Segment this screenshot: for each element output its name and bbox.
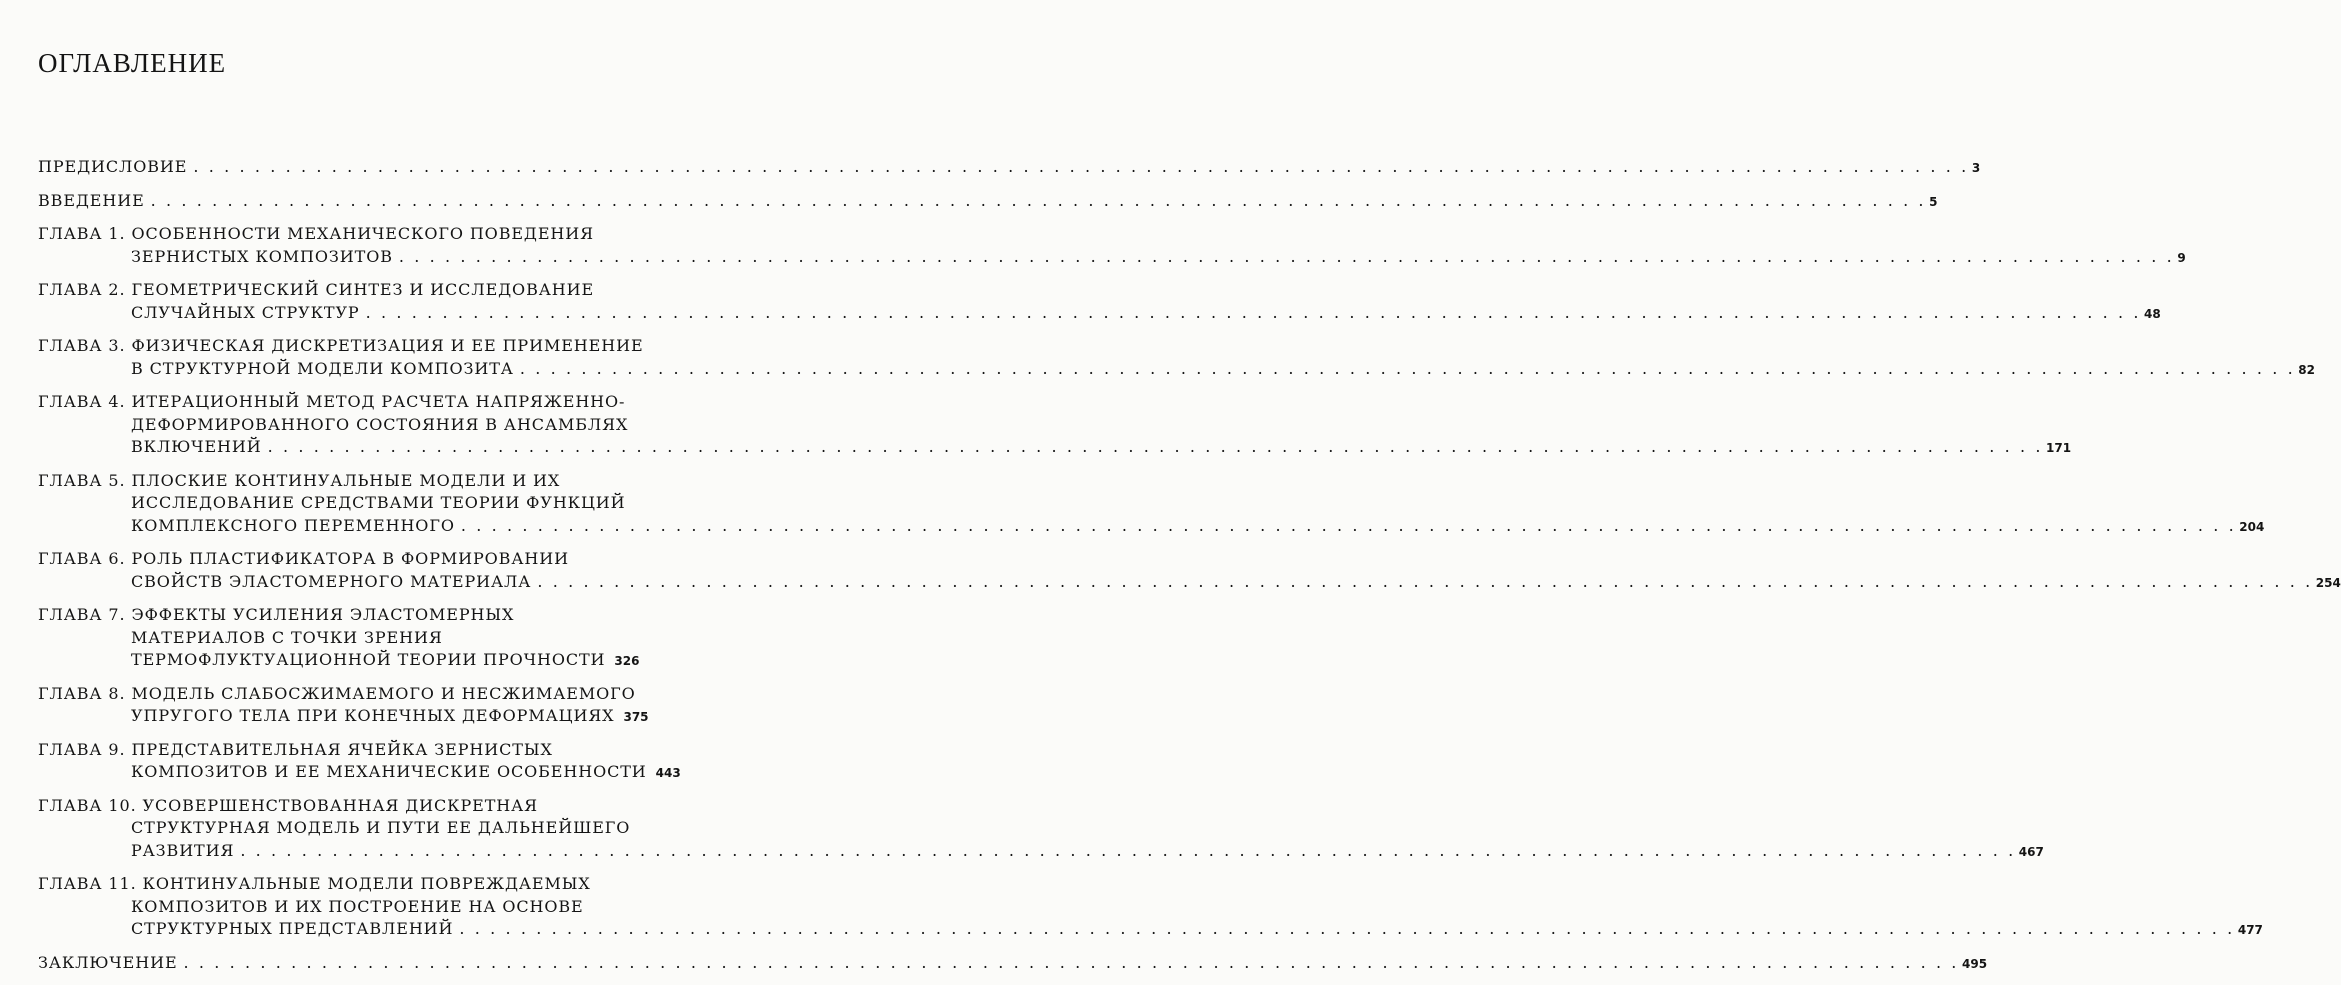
toc-entry-text: ГЛАВА 5. ПЛОСКИЕ КОНТИНУАЛЬНЫЕ МОДЕЛИ И ИХ	[38, 470, 561, 490]
toc-entry-line	[38, 414, 628, 437]
toc-entry-text: ПРЕДИСЛОВИЕ	[38, 157, 188, 176]
toc-page-number: 204	[2239, 519, 2265, 534]
toc-page-number: 467	[2018, 844, 2044, 859]
toc-entry-line	[38, 627, 628, 650]
toc-page-number: 477	[2237, 923, 2263, 937]
toc-entry-text: СТРУКТУРНЫХ ПРЕДСТАВЛЕНИЙ	[131, 919, 454, 938]
toc-page-number: 9	[2177, 250, 2186, 265]
dot-leader	[151, 190, 1926, 213]
toc-entry-line	[38, 279, 628, 302]
toc-entry-text: СВОЙСТВ ЭЛАСТОМЕРНОГО МАТЕРИАЛА	[131, 571, 532, 591]
dot-leader	[461, 515, 2236, 538]
toc-entry-line	[38, 952, 1988, 976]
toc-entry-line	[38, 156, 1981, 180]
toc-entry	[38, 156, 1981, 180]
toc-entry-line	[38, 358, 2315, 382]
toc-entry	[38, 952, 1988, 976]
toc-entry	[38, 739, 681, 785]
toc-page-number: 171	[2046, 441, 2072, 455]
toc-entry-line	[38, 739, 628, 762]
toc-entry-line	[38, 391, 628, 414]
toc-entry-line	[38, 840, 2044, 864]
toc-entry-text: ГЛАВА 11. КОНТИНУАЛЬНЫЕ МОДЕЛИ ПОВРЕЖДАЕМЫХ	[38, 874, 591, 893]
toc-entry-line	[38, 436, 2072, 460]
toc-entry-text: СЛУЧАЙНЫХ СТРУКТУР	[131, 302, 360, 322]
toc-entry-line	[38, 548, 628, 571]
toc-entry-text: В СТРУКТУРНОЙ МОДЕЛИ КОМПОЗИТА	[131, 358, 514, 378]
toc-page-number: 3	[1971, 161, 1981, 175]
dot-leader	[459, 918, 2234, 941]
toc-entry-text: ВВЕДЕНИЕ	[38, 190, 145, 210]
dot-leader	[268, 436, 2043, 459]
toc-entry-line	[38, 918, 2263, 942]
dot-leader	[399, 246, 2174, 269]
toc-entry-text: ГЛАВА 10. УСОВЕРШЕНСТВОВАННАЯ ДИСКРЕТНАЯ	[38, 795, 538, 815]
toc-entry-text: ГЛАВА 7. ЭФФЕКТЫ УСИЛЕНИЯ ЭЛАСТОМЕРНЫХ	[38, 605, 515, 624]
toc-page-number: 375	[623, 710, 649, 724]
toc-entry-line	[38, 246, 2186, 270]
toc-entry-line	[38, 571, 2341, 595]
dot-leader	[184, 952, 1959, 975]
toc-entry-line	[38, 515, 2265, 539]
dot-leader	[520, 358, 2295, 381]
toc-entry-text: ЗЕРНИСТЫХ КОМПОЗИТОВ	[131, 246, 393, 266]
toc-page-number: 326	[614, 654, 640, 668]
toc-entry-text: МАТЕРИАЛОВ С ТОЧКИ ЗРЕНИЯ	[131, 627, 443, 647]
toc-entry-text: КОМПОЗИТОВ И ИХ ПОСТРОЕНИЕ НА ОСНОВЕ	[131, 896, 584, 916]
toc-entry	[38, 279, 2161, 325]
toc-entry	[38, 795, 2044, 864]
toc-entry	[38, 391, 2072, 460]
toc-entry-text: ГЛАВА 2. ГЕОМЕТРИЧЕСКИЙ СИНТЕЗ И ИССЛЕДОВАНИЕ	[38, 280, 595, 299]
dot-leader	[366, 302, 2141, 325]
toc-entry-line	[38, 873, 628, 896]
page-title: ОГЛАВЛЕНИЕ	[38, 48, 227, 78]
toc-entry	[38, 548, 2341, 594]
toc-entry-line	[38, 896, 628, 919]
toc-entry	[38, 873, 2263, 942]
toc-entry-text: ГЛАВА 8. МОДЕЛЬ СЛАБОСЖИМАЕМОГО И НЕСЖИМАЕМОГО	[38, 683, 636, 703]
toc-entry-line	[38, 795, 628, 818]
toc-entry-line	[38, 649, 640, 673]
toc-entry-text: ГЛАВА 3. ФИЗИЧЕСКАЯ ДИСКРЕТИЗАЦИЯ И ЕЕ ПРИМЕНЕНИЕ	[38, 336, 644, 355]
toc-entry-text: РАЗВИТИЯ	[131, 840, 235, 860]
toc-entry-line	[38, 223, 628, 246]
toc-page-number: 443	[655, 766, 681, 780]
dot-leader	[537, 571, 2312, 594]
toc-entry-line	[38, 302, 2161, 326]
dot-leader	[240, 840, 2015, 863]
toc-entry-line	[38, 705, 649, 729]
toc-page-number: 254	[2315, 575, 2341, 590]
toc-entry-line	[38, 335, 644, 358]
toc-entry-line	[38, 761, 681, 785]
toc-entry-text: ДЕФОРМИРОВАННОГО СОСТОЯНИЯ В АНСАМБЛЯХ	[131, 414, 629, 434]
toc-page-number: 48	[2144, 306, 2161, 321]
toc-entry-text: ГЛАВА 1. ОСОБЕННОСТИ МЕХАНИЧЕСКОГО ПОВЕДЕНИЯ	[38, 224, 594, 243]
toc-entry	[38, 470, 2265, 539]
toc-entry-line	[38, 492, 628, 515]
toc-entry-text: УПРУГОГО ТЕЛА ПРИ КОНЕЧНЫХ ДЕФОРМАЦИЯХ	[131, 706, 615, 725]
toc-entry-line	[38, 604, 628, 627]
toc-entry-text: ИССЛЕДОВАНИЕ СРЕДСТВАМИ ТЕОРИИ ФУНКЦИЙ	[131, 493, 626, 512]
table-of-contents	[38, 156, 2341, 985]
toc-entry-text: ГЛАВА 9. ПРЕДСТАВИТЕЛЬНАЯ ЯЧЕЙКА ЗЕРНИСТЫХ	[38, 739, 553, 759]
toc-entry-line	[38, 817, 631, 840]
toc-entry-text: ГЛАВА 6. РОЛЬ ПЛАСТИФИКАТОРА В ФОРМИРОВАНИИ	[38, 549, 569, 568]
toc-entry-text: СТРУКТУРНАЯ МОДЕЛЬ И ПУТИ ЕЕ ДАЛЬНЕЙШЕГО	[131, 818, 631, 837]
toc-page-number: 82	[2298, 362, 2315, 377]
toc-page-number: 5	[1929, 194, 1938, 209]
toc-entry-line	[38, 190, 1938, 214]
toc-entry-line	[38, 683, 636, 706]
toc-entry	[38, 223, 2186, 269]
toc-entry-text: КОМПЛЕКСНОГО ПЕРЕМЕННОГО	[131, 515, 455, 535]
toc-entry	[38, 190, 1938, 214]
toc-entry	[38, 335, 2315, 381]
toc-entry-text: ЗАКЛЮЧЕНИЕ	[38, 952, 178, 972]
toc-entry-text: КОМПОЗИТОВ И ЕЕ МЕХАНИЧЕСКИЕ ОСОБЕННОСТИ	[131, 762, 647, 781]
toc-entry-line	[38, 470, 628, 493]
dot-leader	[193, 156, 1968, 179]
toc-entry-text: ГЛАВА 4. ИТЕРАЦИОННЫЙ МЕТОД РАСЧЕТА НАПРЯЖЕННО-	[38, 392, 626, 411]
toc-entry-text: ВКЛЮЧЕНИЙ	[131, 437, 262, 456]
toc-entry-text: ТЕРМОФЛУКТУАЦИОННОЙ ТЕОРИИ ПРОЧНОСТИ	[131, 650, 606, 669]
toc-entry	[38, 604, 640, 673]
toc-entry	[38, 683, 649, 729]
toc-page-number: 495	[1962, 956, 1988, 971]
